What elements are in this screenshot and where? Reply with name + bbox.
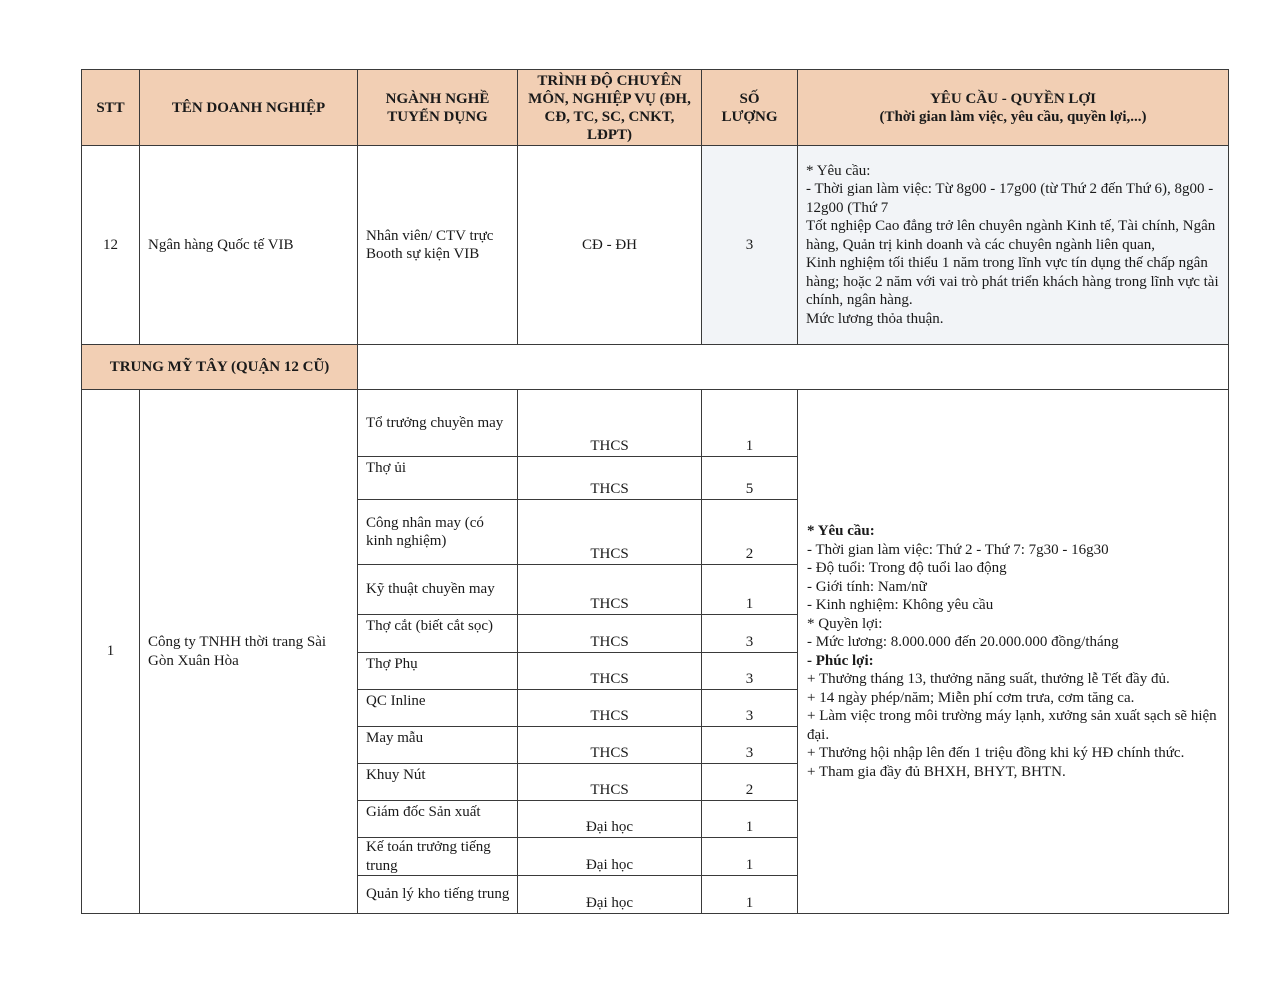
header-row <box>82 70 1229 146</box>
stt-cell: 1 <box>82 390 140 914</box>
company-cell: Ngân hàng Quốc tế VIB <box>140 146 358 345</box>
qualification-cell: Đại học <box>518 801 702 838</box>
header-company: TÊN DOANH NGHIỆP <box>140 70 358 146</box>
qualification-cell: THCS <box>518 615 702 653</box>
occupation-cell: Kỹ thuật chuyền may <box>358 565 518 615</box>
quantity-cell: 1 <box>702 801 798 838</box>
occupation-cell: Khuy Nút <box>358 764 518 801</box>
quantity-cell: 5 <box>702 457 798 500</box>
occupation-cell: Tổ trưởng chuyền may <box>358 390 518 457</box>
occupation-cell: Kế toán trưởng tiếng trung <box>358 838 518 876</box>
qualification-cell: THCS <box>518 690 702 727</box>
occupation-cell: Thợ cắt (biết cắt sọc) <box>358 615 518 653</box>
quantity-cell: 1 <box>702 390 798 457</box>
occupation-cell: May mẫu <box>358 727 518 764</box>
header-requirements-title: YÊU CẦU - QUYỀN LỢI <box>930 90 1096 107</box>
quantity-cell: 3 <box>702 727 798 764</box>
occupation-cell: Thợ ủi <box>358 457 518 500</box>
quantity-cell: 2 <box>702 764 798 801</box>
company-cell: Công ty TNHH thời trang Sài Gòn Xuân Hòa <box>140 390 358 914</box>
table-row-vib <box>82 146 1229 345</box>
requirements-cell: * Yêu cầu: - Thời gian làm việc: Từ 8g00 - 17g00 (từ Thứ 2 đến Thứ 6), 8g00 - 12g00 (Thứ 7 Tốt nghiệp Cao đẳng trở lên chuyên ngành Kinh tế, Tài chính, Ngân hàng, Quản trị kinh doanh và các chuyên ngành liên quan, Kinh nghiệm tối thiểu 1 năm trong lĩnh vực tín dụng thế chấp ngân hàng; hoặc 2 năm với vai trò phát triển khách hàng trong lĩnh vực tài chính, ngân hàng. Mức lương thỏa thuận. <box>798 146 1229 345</box>
quantity-cell: 3 <box>702 653 798 690</box>
qualification-cell: THCS <box>518 727 702 764</box>
header-quantity: SỐ LƯỢNG <box>702 70 798 146</box>
section-title: TRUNG MỸ TÂY (QUẬN 12 CŨ) <box>82 345 358 390</box>
header-qualification: TRÌNH ĐỘ CHUYÊN MÔN, NGHIỆP VỤ (ĐH, CĐ, TC, SC, CNKT, LĐPT) <box>518 70 702 146</box>
qualification-cell: THCS <box>518 457 702 500</box>
occupation-cell: Công nhân may (có kinh nghiệm) <box>358 500 518 565</box>
occupation-cell: Quản lý kho tiếng trung <box>358 876 518 914</box>
stt-cell: 12 <box>82 146 140 345</box>
header-occupation: NGÀNH NGHỀ TUYỂN DỤNG <box>358 70 518 146</box>
quantity-cell: 1 <box>702 565 798 615</box>
section-empty-cell <box>358 345 1229 390</box>
benefits-text: + Thưởng tháng 13, thưởng năng suất, thưởng lễ Tết đầy đủ. + 14 ngày phép/năm; Miễn phí cơm trưa, cơm tăng ca. + Làm việc trong môi trường máy lạnh, xưởng sản xuất sạch sẽ hiện đại. + Thưởng hội nhập lên đến 1 triệu đồng khi ký HĐ chính thức. + Tham gia đầy đủ BHXH, BHYT, BHTN. <box>807 671 1217 780</box>
qualification-cell: THCS <box>518 565 702 615</box>
recruitment-table <box>81 69 1229 914</box>
requirements-text: - Thời gian làm việc: Thứ 2 - Thứ 7: 7g30 - 16g30 - Độ tuổi: Trong độ tuổi lao động - Giới tính: Nam/nữ - Kinh nghiệm: Không yêu cầu * Quyền lợi: - Mức lương: 8.000.000 đến 20.000.000 đồng/tháng <box>807 541 1119 650</box>
quantity-cell: 3 <box>702 146 798 345</box>
quantity-cell: 1 <box>702 876 798 914</box>
requirements-heading: * Yêu cầu: <box>807 523 875 539</box>
qualification-cell: THCS <box>518 764 702 801</box>
header-requirements <box>798 70 1229 146</box>
quantity-cell: 1 <box>702 838 798 876</box>
benefits-heading: - Phúc lợi: <box>807 652 874 669</box>
quantity-cell: 3 <box>702 690 798 727</box>
occupation-cell: Nhân viên/ CTV trực Booth sự kiện VIB <box>358 146 518 345</box>
quantity-cell: 3 <box>702 615 798 653</box>
occupation-cell: Thợ Phụ <box>358 653 518 690</box>
quantity-cell: 2 <box>702 500 798 565</box>
table-row <box>82 390 1229 457</box>
requirements-cell <box>798 390 1229 914</box>
occupation-cell: Giám đốc Sản xuất <box>358 801 518 838</box>
header-requirements-subtitle: (Thời gian làm việc, yêu cầu, quyền lợi,...) <box>879 108 1147 125</box>
qualification-cell: Đại học <box>518 876 702 914</box>
section-row <box>82 345 1229 390</box>
qualification-cell: Đại học <box>518 838 702 876</box>
qualification-cell: THCS <box>518 500 702 565</box>
qualification-cell: THCS <box>518 390 702 457</box>
occupation-cell: QC Inline <box>358 690 518 727</box>
header-stt: STT <box>82 70 140 146</box>
qualification-cell: THCS <box>518 653 702 690</box>
qualification-cell: CĐ - ĐH <box>518 146 702 345</box>
